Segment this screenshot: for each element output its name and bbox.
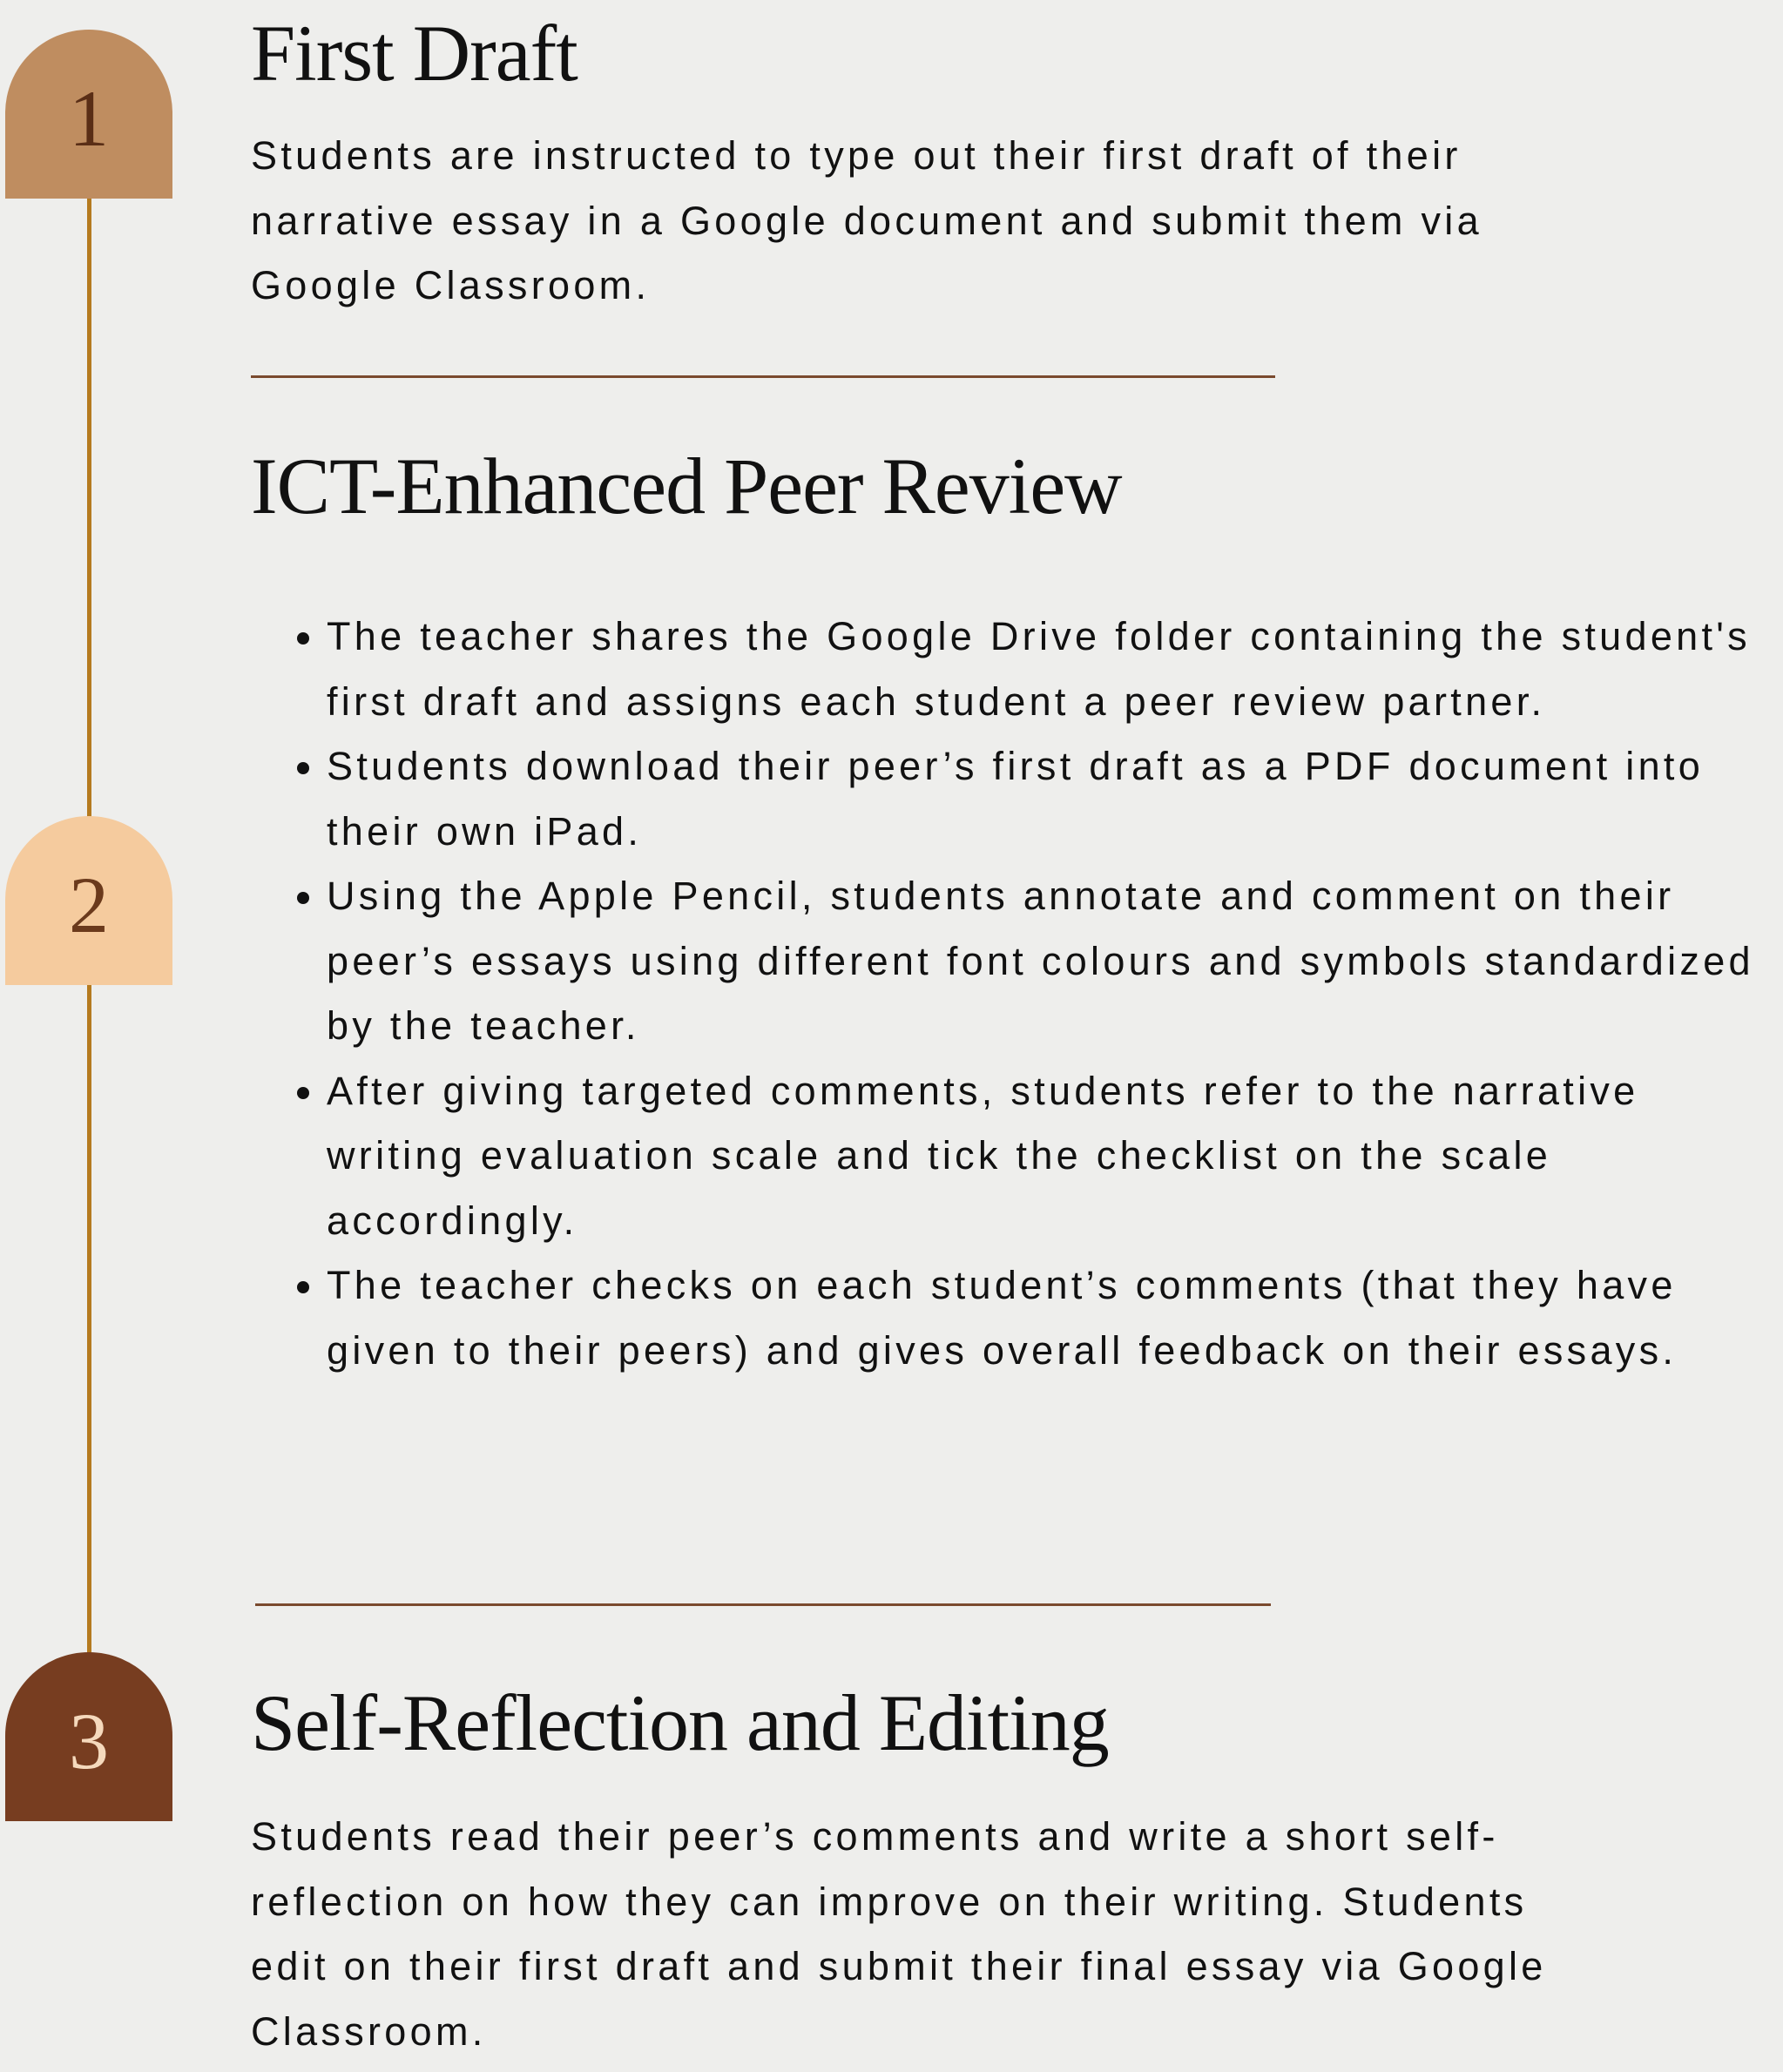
- body-line: edit on their first draft and submit their final essay via Google: [251, 1944, 1547, 1988]
- step-3-badge: [5, 1652, 172, 1821]
- step-1-badge: [5, 30, 172, 199]
- step-1-number: 1: [69, 74, 109, 163]
- step-2-badge: [5, 816, 172, 985]
- bullet-item: • After giving targeted comments, students refer to the narrative writing evaluation scale and tick the checklist on the scale accordingly.: [327, 1059, 1783, 1254]
- step-3-body: [251, 1805, 1547, 2064]
- step-3-title: Self-Reflection and Editing: [251, 1678, 1109, 1767]
- body-line: narrative essay in a Google document and submit them via: [251, 198, 1482, 243]
- step-1-body: [251, 124, 1482, 319]
- bullet-item: • The teacher checks on each student’s comments (that they have given to their peers) and gives overall feedback on their essays.: [327, 1253, 1783, 1383]
- divider-1: [251, 375, 1275, 378]
- body-line: Students are instructed to type out their first draft of their: [251, 133, 1462, 178]
- divider-2: [255, 1603, 1271, 1606]
- body-line: Classroom.: [251, 2008, 487, 2054]
- body-line: Students read their peer’s comments and write a short self-: [251, 1814, 1499, 1859]
- body-line: reflection on how they can improve on their writing. Students: [251, 1879, 1528, 1924]
- bullet-item: • Using the Apple Pencil, students annotate and comment on their peer’s essays using different font colours and symbols standardized by the teacher.: [327, 864, 1783, 1059]
- step-2-title: ICT-Enhanced Peer Review: [251, 442, 1122, 530]
- bullet-item: • The teacher shares the Google Drive folder containing the student's first draft and assigns each student a peer review partner.: [327, 604, 1783, 734]
- step-1-title: First Draft: [251, 9, 577, 98]
- step-2-number: 2: [69, 861, 109, 949]
- step-2-bullet-list: [287, 604, 1783, 1383]
- bullet-item: • Students download their peer’s first draft as a PDF document into their own iPad.: [327, 734, 1783, 864]
- body-line: Google Classroom.: [251, 263, 651, 307]
- step-3-number: 3: [69, 1697, 109, 1785]
